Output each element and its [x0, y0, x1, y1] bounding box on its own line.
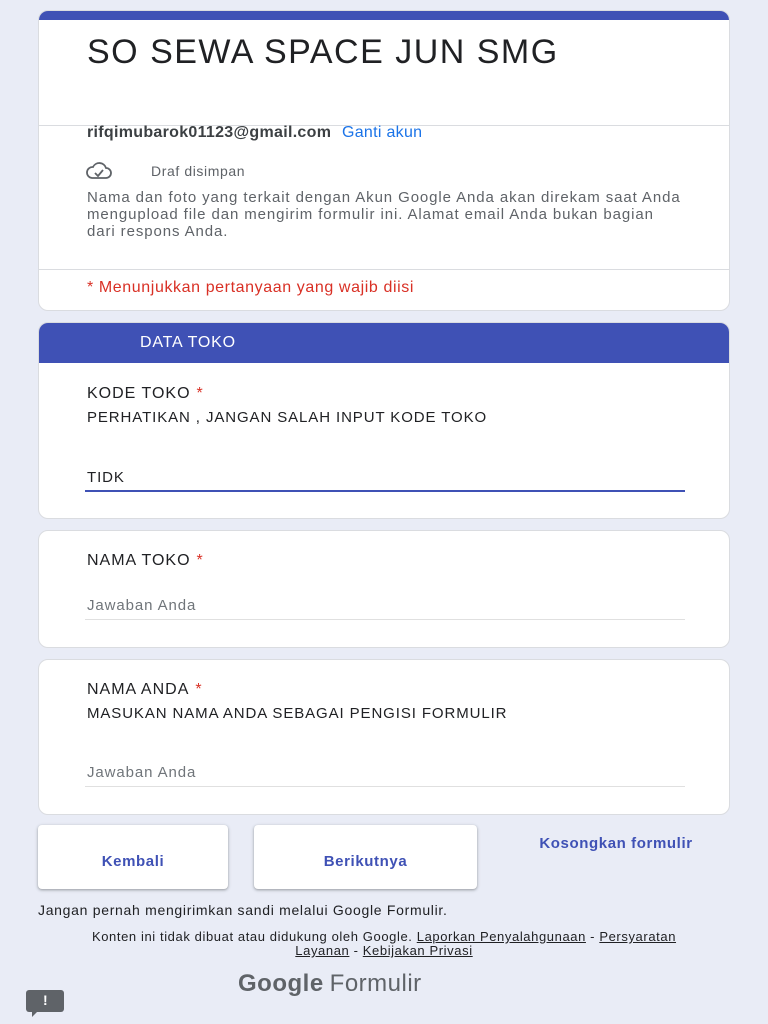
legal-notice: [70, 930, 698, 958]
question-description: PERHATIKAN , JANGAN SALAH INPUT KODE TOKO: [87, 409, 488, 426]
question-label: NAMA TOKO: [87, 552, 191, 569]
question-card: [38, 530, 730, 648]
legal-text: Konten ini tidak dibuat atau didukung oleh Google.: [91, 929, 413, 944]
next-button[interactable]: Berikutnya: [254, 825, 477, 889]
back-button[interactable]: Kembali: [38, 825, 228, 889]
account-email: rifqimubarok01123@gmail.com: [87, 124, 332, 141]
report-abuse-link[interactable]: Laporkan Penyalahgunaan: [416, 929, 586, 944]
separator: -: [590, 929, 596, 944]
brand-google: Google: [238, 970, 324, 997]
password-warning: Jangan pernah mengirimkan sandi melalui Google Formulir.: [38, 902, 448, 918]
draft-status: [85, 161, 245, 181]
nama-anda-input[interactable]: [85, 759, 685, 787]
google-forms-logo: [238, 970, 422, 998]
privacy-note: Nama dan foto yang terkait dengan Akun Google Anda akan direkam saat Anda mengupload file dan mengirim formulir ini. Alamat email Anda bukan bagian dari respons Anda.: [87, 189, 681, 240]
question-label: NAMA ANDA: [87, 681, 190, 698]
question-card: [38, 659, 730, 815]
divider: [39, 269, 729, 270]
clear-form-button[interactable]: Kosongkan formulir: [530, 828, 702, 859]
form-title: SO SEWA SPACE JUN SMG: [87, 33, 559, 71]
required-asterisk: *: [195, 681, 203, 698]
draft-status-text: Draf disimpan: [151, 163, 246, 179]
switch-account-link[interactable]: Ganti akun: [341, 124, 423, 141]
question-title: [87, 385, 204, 403]
account-row: [87, 124, 422, 142]
question-label: KODE TOKO: [87, 385, 191, 402]
terms-link[interactable]: Persyaratan Layanan: [295, 929, 677, 958]
privacy-link[interactable]: Kebijakan Privasi: [362, 943, 473, 958]
accent-bar: [39, 11, 729, 20]
cloud-check-icon: [85, 161, 113, 181]
required-asterisk: *: [196, 385, 204, 402]
section-card: [38, 322, 730, 519]
feedback-icon[interactable]: !: [26, 990, 64, 1012]
brand-forms: Formulir: [329, 970, 422, 997]
form-header-card: [38, 10, 730, 311]
question-title: [87, 681, 203, 699]
section-header: DATA TOKO: [39, 323, 729, 363]
required-asterisk: *: [196, 552, 204, 569]
question-title: [87, 552, 204, 570]
nama-toko-input[interactable]: [85, 592, 685, 620]
kode-toko-input[interactable]: [85, 464, 685, 492]
separator: -: [353, 943, 359, 958]
question-description: MASUKAN NAMA ANDA SEBAGAI PENGISI FORMULIR: [87, 705, 508, 722]
required-note: * Menunjukkan pertanyaan yang wajib diisi: [87, 279, 415, 296]
